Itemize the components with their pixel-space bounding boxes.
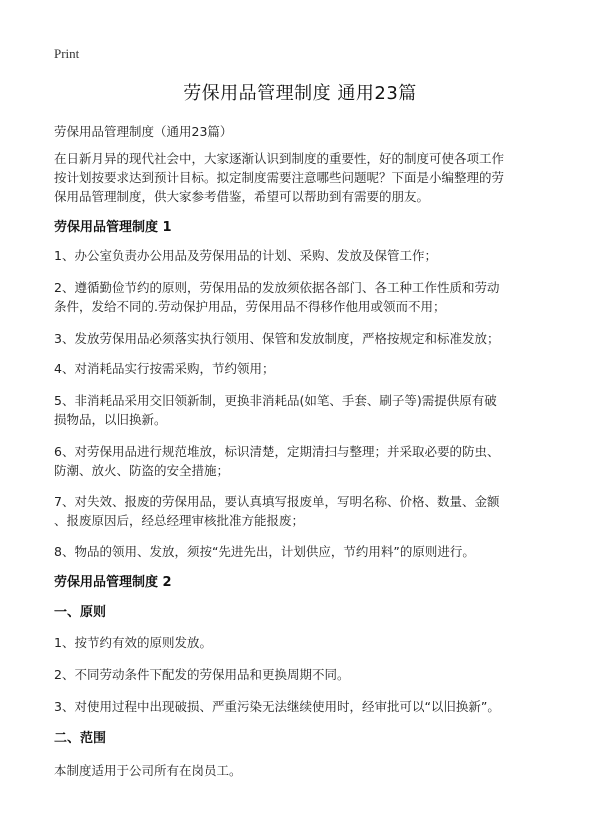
list-item: 3、发放劳保用品必须落实执行领用、保管和发放制度，严格按规定和标准发放；	[54, 331, 500, 346]
page-title: 劳保用品管理制度 通用23篇	[183, 83, 417, 104]
list-item: 1、按节约有效的原则发放。	[54, 635, 212, 650]
subsection-heading: 一、原则	[54, 605, 107, 620]
list-item: 8、物品的领用、发放，须按“先进先出，计划供应，节约用料”的原则进行。	[54, 544, 475, 559]
list-item: 1、办公室负责办公用品及劳保用品的计划、采购、发放及保管工作；	[54, 248, 437, 263]
print-link[interactable]: Print	[54, 46, 80, 61]
intro-line: 保用品管理制度，供大家参考借鉴，希望可以帮助到有需要的朋友。	[54, 189, 430, 204]
list-item: 3、对使用过程中出现破损、严重污染无法继续使用时，经审批可以“以旧换新”。	[54, 699, 500, 714]
list-item-continued: 条件，发给不同的.劳动保护用品，劳保用品不得移作他用或领而不用；	[54, 299, 446, 314]
section-heading-2: 劳保用品管理制度 2	[54, 575, 172, 590]
list-item-continued: 损物品，以旧换新。	[54, 412, 167, 427]
document-subtitle: 劳保用品管理制度（通用23篇）	[54, 124, 233, 139]
list-item: 2、不同劳动条件下配发的劳保用品和更换周期不同。	[54, 667, 350, 682]
intro-line: 在日新月异的现代社会中，大家逐渐认识到制度的重要性，好的制度可使各项工作	[54, 151, 505, 166]
intro-line: 按计划按要求达到预计目标。拟定制度需要注意哪些问题呢？下面是小编整理的劳	[54, 170, 505, 185]
subsection-heading: 二、范围	[54, 731, 107, 746]
list-item-continued: 防潮、放火、防盗的安全措施；	[54, 463, 230, 478]
list-item: 7、对失效、报废的劳保用品，要认真填写报废单，写明名称、价格、数量、金额	[54, 494, 500, 509]
section-heading-1: 劳保用品管理制度 1	[54, 220, 172, 235]
paragraph: 本制度适用于公司所有在岗员工。	[54, 763, 242, 778]
list-item: 2、遵循勤俭节约的原则，劳保用品的发放须依据各部门、各工种工作性质和劳动	[54, 280, 500, 295]
list-item-continued: 、报废原因后，经总经理审核批准方能报废；	[54, 513, 305, 528]
list-item: 6、对劳保用品进行规范堆放，标识清楚，定期清扫与整理；并采取必要的防虫、	[54, 444, 500, 459]
list-item: 5、非消耗品采用交旧领新制，更换非消耗品(如笔、手套、刷子等)需提供原有破	[54, 393, 497, 408]
list-item: 4、对消耗品实行按需采购，节约领用；	[54, 361, 275, 376]
